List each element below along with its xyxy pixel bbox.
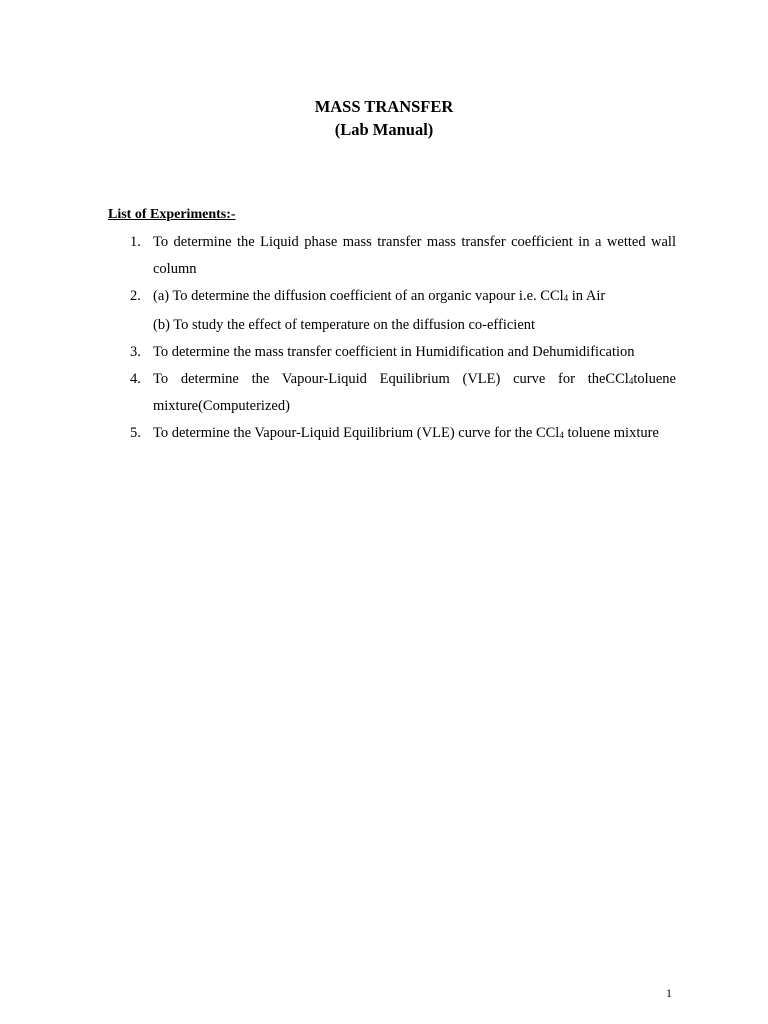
document-subtitle: (Lab Manual) [334, 120, 434, 139]
list-item [108, 339, 676, 366]
list-item [108, 366, 676, 420]
list-item-text [153, 420, 676, 447]
list-item [108, 229, 676, 283]
list-item-text-part: To determine the Vapour-Liquid Equilibrium (VLE) curve for the CCl [153, 425, 560, 441]
list-item-subtext: (b) To study the effect of temperature on the diffusion co-efficient [153, 317, 536, 333]
experiments-heading: List of Experiments:- [108, 207, 236, 222]
list-item-text: To determine the Liquid phase mass transfer mass transfer coefficient in a wetted wall column [153, 234, 676, 277]
list-item-number: 1. [130, 234, 141, 250]
list-item-text-part: (a) To determine the diffusion coefficient of an organic vapour i.e. CCl [153, 288, 564, 304]
subscript: 4 [563, 293, 569, 303]
list-item-number: 2. [130, 288, 141, 304]
list-item-number: 5. [130, 425, 141, 441]
list-item-number: 3. [130, 344, 141, 360]
list-item [108, 283, 676, 339]
list-item-text [153, 366, 676, 420]
title-block [0, 95, 768, 141]
list-item-text-part: toluene mixture [563, 425, 659, 441]
document-title: MASS TRANSFER [314, 97, 454, 116]
page-number: 1 [666, 986, 672, 1000]
list-item-text-part: To determine the Vapour-Liquid Equilibrium (VLE) curve for theCCl [153, 371, 629, 387]
list-item-text [153, 283, 676, 310]
subscript: 4 [628, 376, 634, 386]
list-item-number: 4. [130, 371, 141, 387]
experiments-list [108, 229, 676, 447]
list-item [108, 420, 676, 447]
subscript: 4 [559, 430, 564, 440]
list-item-text: To determine the mass transfer coefficient in Humidification and Dehumidification [153, 344, 635, 360]
list-item-text-part: in Air [568, 288, 606, 304]
list-item-text-part: toluene mixture(Computerized) [153, 371, 676, 414]
